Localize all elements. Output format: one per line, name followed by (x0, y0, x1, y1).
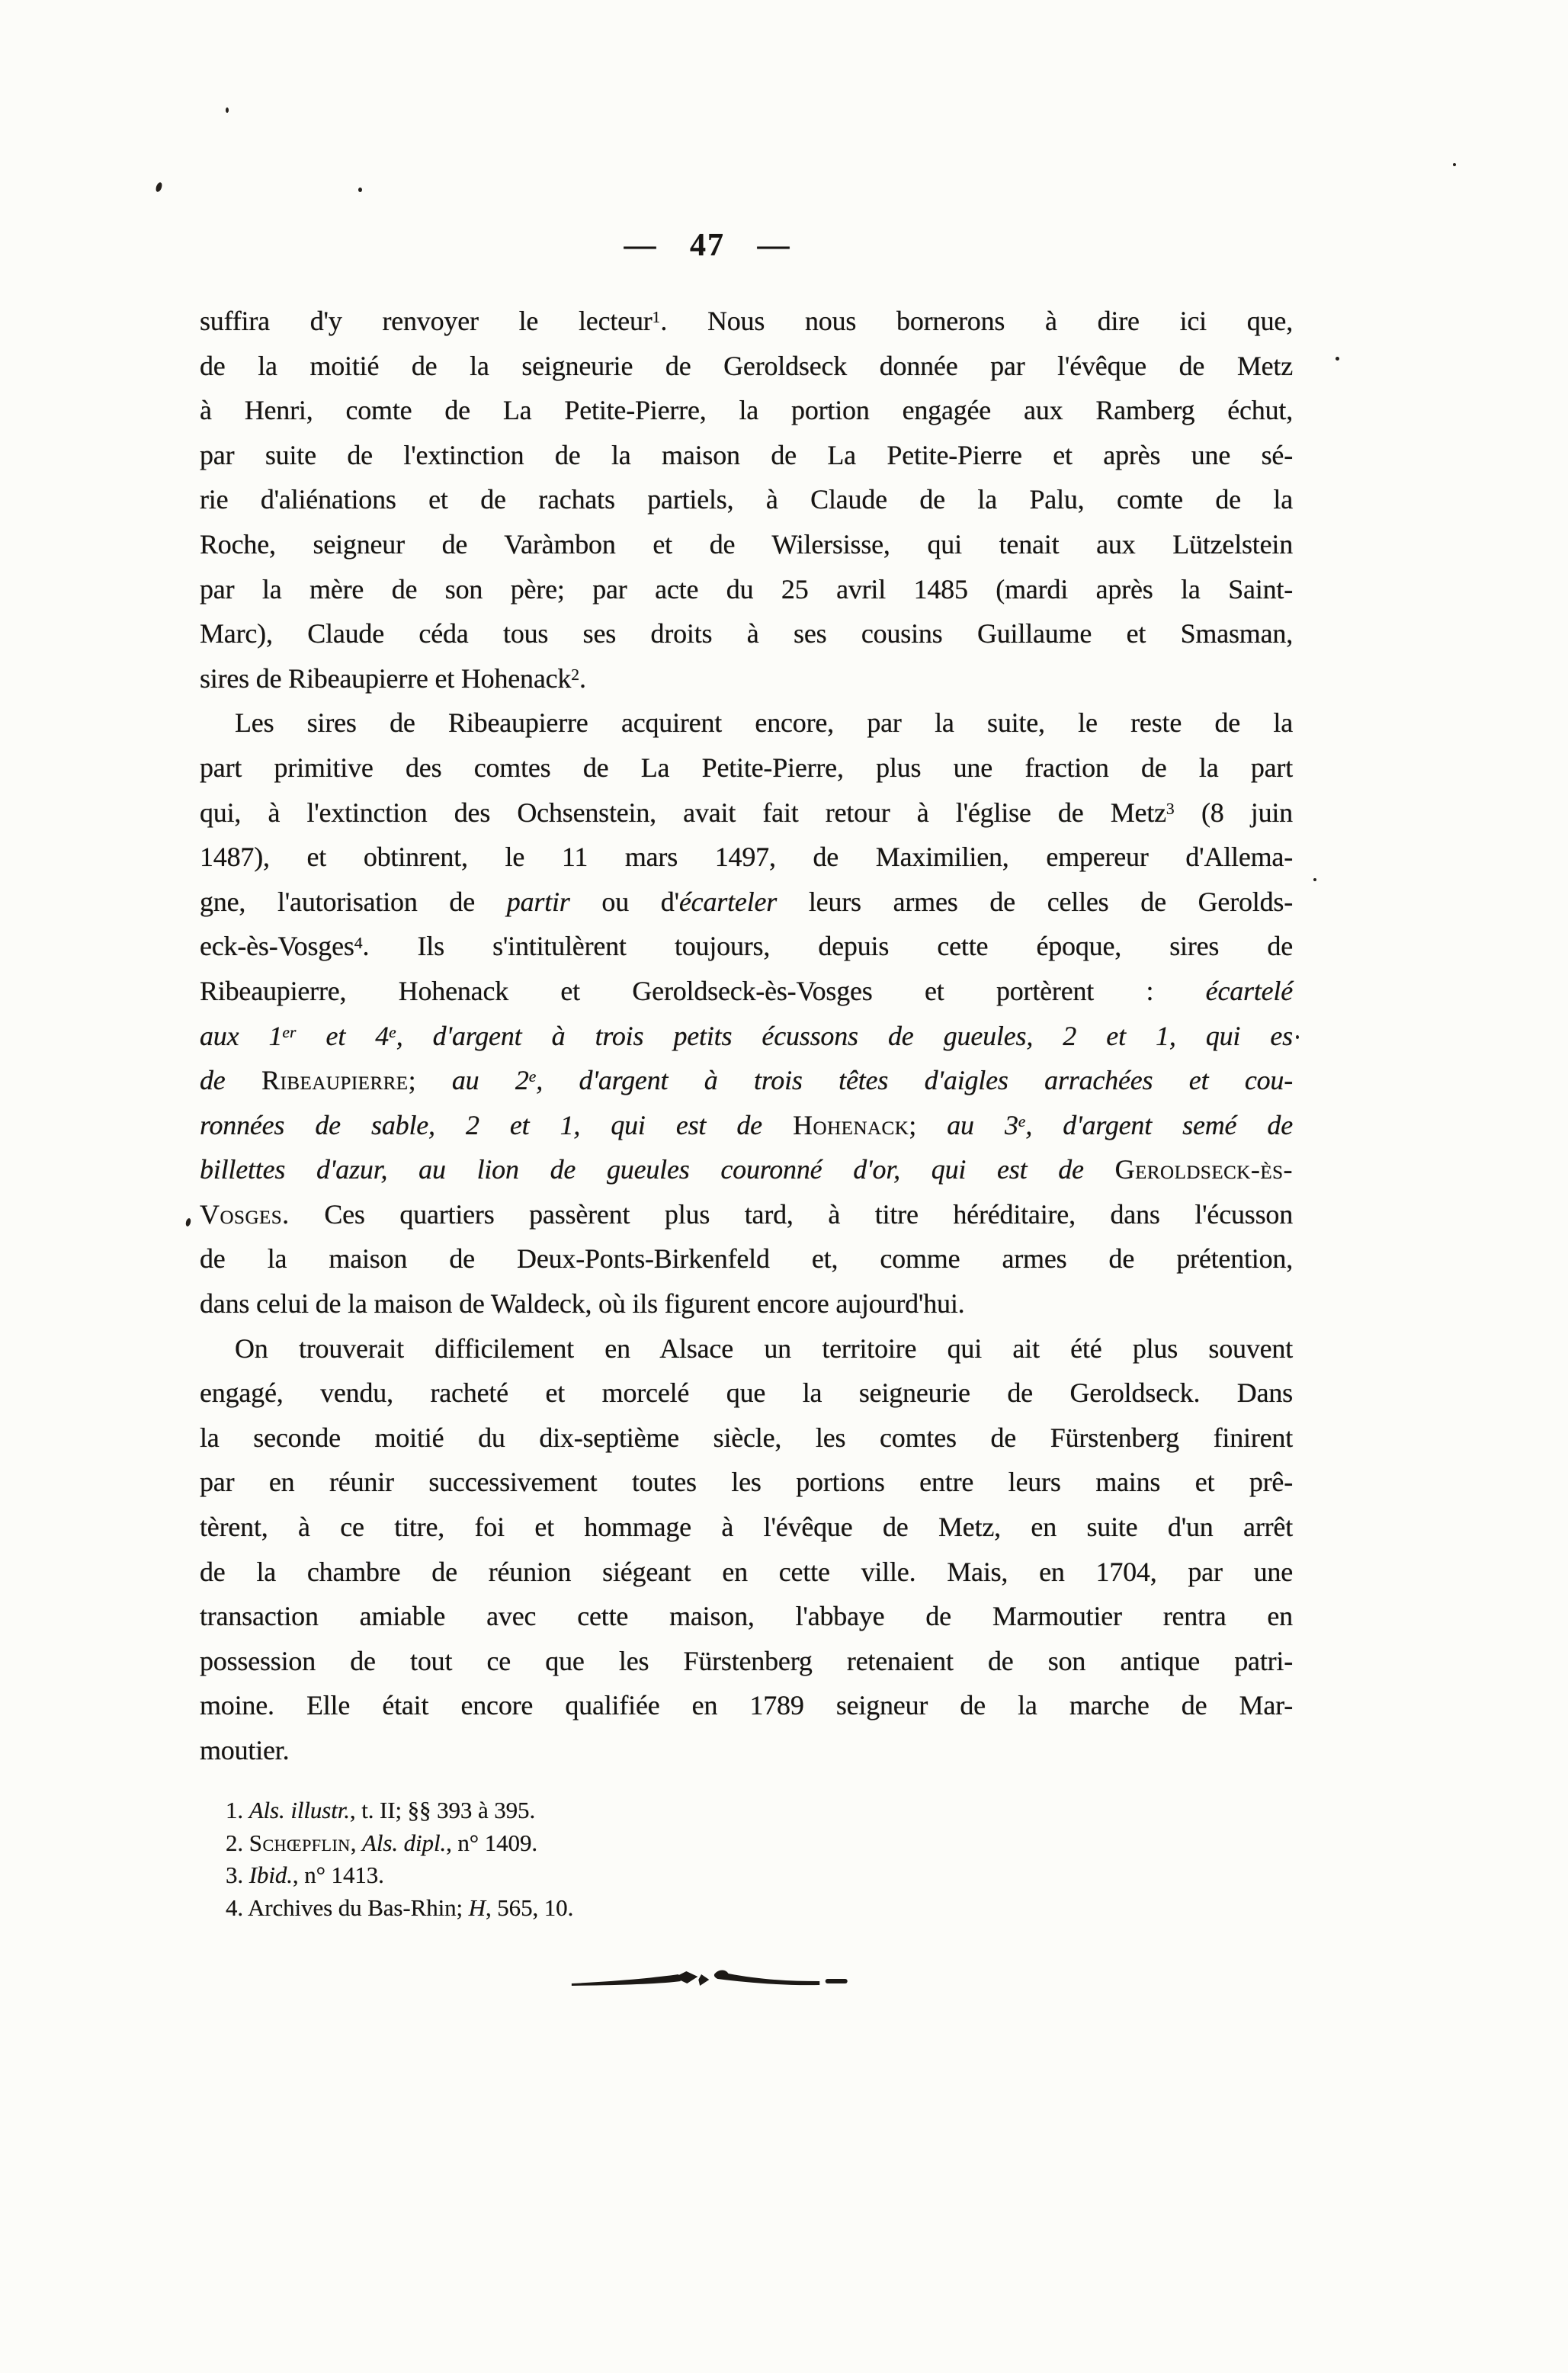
text-segment: écartelé (1205, 975, 1293, 1006)
text-segment: Ribeaupierre (261, 1065, 409, 1096)
text-segment: part primitive des comtes de La Petite-Pierre, plus une fraction de la part (200, 752, 1293, 783)
text-segment: , t. II; §§ 393 à 395. (349, 1797, 536, 1823)
text-segment: à Henri, comte de La Petite-Pierre, la portion engagée aux Ramberg échut, (200, 395, 1293, 426)
text-segment: par la mère de son père; par acte du 25 avril 1485 (mardi après la Saint- (200, 573, 1293, 604)
footnote-reference: 3 (1166, 799, 1175, 818)
text-line (200, 433, 1293, 478)
text-segment: de la maison de Deux-Ponts-Birkenfeld et, comme armes de prétention, (200, 1243, 1293, 1275)
text-segment: , n° 1409. (446, 1829, 538, 1856)
text-line (200, 1014, 1293, 1059)
text-line (200, 701, 1293, 746)
text-line (200, 522, 1293, 567)
text-segment: et 4 (296, 1020, 390, 1051)
text-segment: , d'argent semé de (1025, 1109, 1294, 1140)
text-segment: . (579, 662, 586, 694)
text-line (200, 1460, 1293, 1505)
footnote-reference: 2 (571, 665, 579, 685)
body-text-block (200, 299, 1293, 1773)
page-number: — 47 — (624, 228, 791, 263)
text-line (200, 790, 1293, 835)
text-segment: Ibid. (249, 1862, 293, 1888)
text-segment: ; (408, 1065, 452, 1096)
text-line (200, 567, 1293, 612)
footnote-reference: e (1018, 1111, 1026, 1130)
text-line (200, 1281, 1293, 1326)
text-line (200, 1371, 1293, 1416)
text-line (200, 1550, 1293, 1595)
text-segment: Schœpflin (249, 1829, 351, 1856)
text-segment: moutier. (200, 1735, 290, 1765)
text-segment: billettes d'azur, au lion de gueules couronné d'or, qui est de (200, 1154, 1115, 1185)
scan-speckle (1313, 878, 1316, 881)
footnote-reference: e (389, 1022, 396, 1041)
text-segment: Hohenack (793, 1109, 909, 1140)
scan-speckle (1296, 1035, 1299, 1039)
text-segment: Ribeaupierre, Hohenack et Geroldseck-ès-Vosges et portèrent : (200, 975, 1206, 1006)
text-segment: ou d' (569, 886, 679, 917)
text-segment: , d'argent à trois têtes d'aigles arrachées et cou- (536, 1065, 1293, 1096)
text-line (200, 1728, 1293, 1773)
text-line (200, 1416, 1293, 1461)
text-line (200, 388, 1293, 433)
text-segment: Marc), Claude céda tous ses droits à ses cousins Guillaume et Smasman, (200, 618, 1293, 649)
text-segment: aux 1 (200, 1020, 283, 1051)
text-segment: 2. (226, 1829, 249, 1856)
text-line (200, 1103, 1293, 1148)
text-line (200, 1683, 1293, 1728)
text-segment: , n° 1413. (292, 1862, 384, 1888)
text-line (200, 299, 1293, 344)
text-segment: au 2 (451, 1065, 529, 1096)
text-line (200, 969, 1293, 1014)
footnote-line (200, 1892, 1153, 1925)
text-segment: de la chambre de réunion siégeant en cette ville. Mais, en 1704, par une (200, 1556, 1293, 1587)
text-line (200, 1147, 1293, 1192)
text-line (200, 1058, 1293, 1103)
text-line (200, 1326, 1293, 1371)
text-segment: la seconde moitié du dix-septième siècle, les comtes de Fürstenberg finirent (200, 1422, 1293, 1453)
text-segment: . Ils s'intitulèrent toujours, depuis cette époque, sires de (362, 931, 1293, 962)
text-segment: de (200, 1065, 262, 1096)
scan-speckle (358, 188, 362, 192)
footnote-line (200, 1859, 1153, 1892)
text-segment: Vosges. (200, 1198, 290, 1230)
text-line (200, 924, 1293, 969)
text-segment: Als. illustr. (249, 1797, 350, 1823)
scan-speckle (185, 1217, 192, 1227)
text-segment: On trouverait difficilement en Alsace un territoire qui ait été plus souvent (235, 1332, 1293, 1364)
text-line (200, 1639, 1293, 1684)
text-segment: par en réunir successivement toutes les portions entre leurs mains et prê- (200, 1467, 1293, 1498)
text-segment: ronnées de sable, 2 et 1, qui est de (200, 1109, 794, 1140)
scan-speckle (155, 181, 163, 193)
text-segment: transaction amiable avec cette maison, l'abbaye de Marmoutier rentra en (200, 1601, 1293, 1632)
text-segment: dans celui de la maison de Waldeck, où ils figurent encore aujourd'hui. (200, 1288, 965, 1320)
text-segment: Les sires de Ribeaupierre acquirent encore, par la suite, le reste de la (235, 707, 1293, 739)
text-segment: , (350, 1829, 363, 1856)
text-segment: engagé, vendu, racheté et morcelé que la seigneurie de Geroldseck. Dans (200, 1377, 1293, 1409)
text-line (200, 1505, 1293, 1550)
text-segment: au 3 (947, 1109, 1018, 1140)
text-line (200, 1192, 1293, 1237)
text-line (200, 477, 1293, 522)
text-line (200, 746, 1293, 790)
text-segment: sires de Ribeaupierre et Hohenack (200, 662, 572, 694)
text-line (200, 1236, 1293, 1281)
text-segment: partir (506, 886, 570, 917)
text-line (200, 344, 1293, 389)
text-segment: gne, l'autorisation de (200, 886, 507, 917)
text-segment: tèrent, à ce titre, foi et hommage à l'évêque de Metz, en suite d'un arrêt (200, 1512, 1293, 1543)
text-segment: . Nous nous bornerons à dire ici que, (660, 306, 1293, 336)
text-line (200, 656, 1293, 701)
text-segment: moine. Elle était encore qualifiée en 1789 seigneur de la marche de Mar- (200, 1690, 1293, 1721)
scan-speckle (1453, 163, 1456, 166)
text-segment: Geroldseck-ès- (1114, 1154, 1293, 1185)
text-segment: possession de tout ce que les Fürstenberg retenaient de son antique patri- (200, 1645, 1293, 1676)
text-segment: (8 juin (1174, 797, 1293, 828)
text-segment: rie d'aliénations et de rachats partiels, à Claude de la Palu, comte de la (200, 484, 1293, 515)
footnote-line (200, 1794, 1153, 1827)
footnote-line (200, 1827, 1153, 1860)
footnote-reference: 1 (652, 308, 661, 327)
text-segment: , d'argent à trois petits écussons de gueules, 2 et 1, qui es (396, 1020, 1293, 1051)
text-line (200, 835, 1293, 880)
text-line (200, 1594, 1293, 1639)
footnote-reference: 4 (354, 933, 363, 952)
text-segment: eck-ès-Vosges (200, 931, 354, 962)
text-segment: Roche, seigneur de Varàmbon et de Wilersisse, qui tenait aux Lützelstein (200, 528, 1293, 560)
footnote-reference: er (282, 1022, 297, 1041)
text-segment: 4. Archives du Bas-Rhin; (226, 1894, 469, 1921)
text-segment: qui, à l'extinction des Ochsenstein, avait fait retour à l'église de Metz (200, 797, 1166, 828)
text-segment: suffira d'y renvoyer le lecteur (200, 306, 653, 336)
text-segment: H (468, 1894, 486, 1921)
text-segment: Als. dipl. (362, 1829, 447, 1856)
scan-speckle (226, 107, 229, 113)
text-segment: leurs armes de celles de Gerolds- (777, 886, 1294, 917)
text-segment: de la moitié de la seigneurie de Geroldseck donnée par l'évêque de Metz (200, 350, 1293, 381)
text-segment: ; (909, 1109, 948, 1140)
tailpiece-flourish-icon (570, 1969, 855, 1992)
text-line (200, 611, 1293, 656)
text-segment: par suite de l'extinction de la maison de La Petite-Pierre et après une sé- (200, 439, 1293, 470)
text-segment: 3. (226, 1862, 249, 1888)
footnote-reference: e (528, 1067, 537, 1086)
text-segment: 1487), et obtinrent, le 11 mars 1497, de Maximilien, empereur d'Allema- (200, 842, 1293, 873)
scan-speckle (1336, 357, 1339, 361)
text-segment: Ces quartiers passèrent plus tard, à titre héréditaire, dans l'écusson (289, 1198, 1293, 1230)
text-line (200, 880, 1293, 925)
text-segment: écarteler (678, 886, 778, 917)
footnotes-block (200, 1794, 1153, 1924)
text-segment: , 565, 10. (485, 1894, 574, 1921)
text-segment: 1. (226, 1797, 249, 1823)
